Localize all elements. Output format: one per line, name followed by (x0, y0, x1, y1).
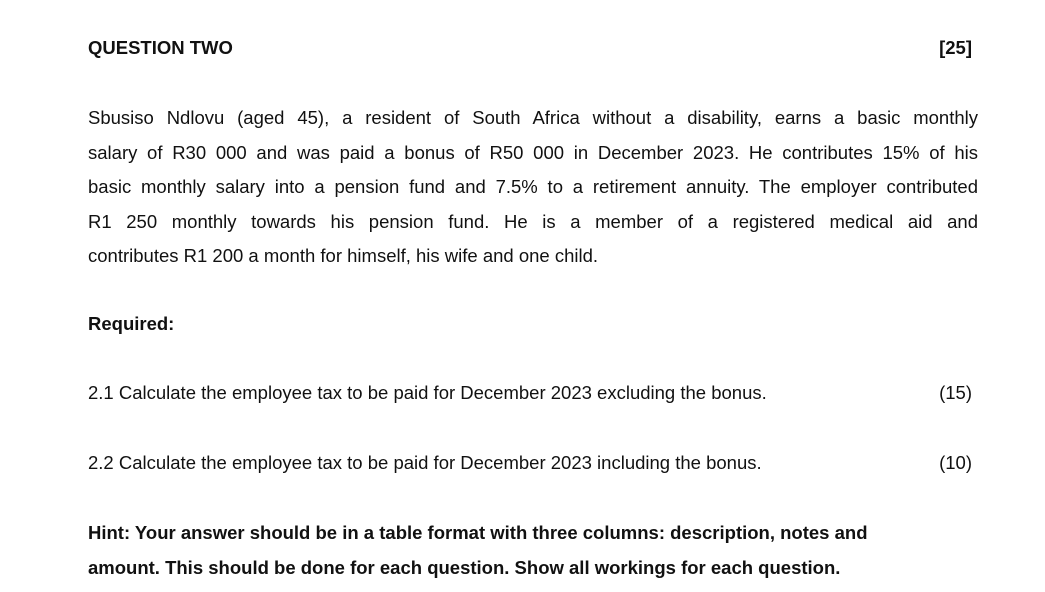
scenario-line: contributes R1 200 a month for himself, his wife and one child. (88, 245, 599, 266)
scenario-line: salary of R30 000 and was paid a bonus of R50 000 in December 2023. He contributes 15% of his (88, 141, 978, 163)
hint-line: Hint: Your answer should be in a table format with three columns: description, notes and (88, 522, 868, 543)
question-heading (88, 36, 972, 60)
total-marks: [25] (939, 37, 972, 58)
sub-question-2-1 (88, 381, 972, 405)
sub-question-marks: (10) (939, 452, 972, 473)
hint-paragraph (88, 516, 978, 585)
scenario-paragraph (88, 101, 978, 274)
scenario-line: basic monthly salary into a pension fund and 7.5% to a retirement annuity. The employer contributed (88, 176, 978, 197)
sub-question-text: 2.1 Calculate the employee tax to be paid for December 2023 excluding the bonus. (88, 382, 767, 403)
sub-question-2-2 (88, 451, 972, 475)
question-title: QUESTION TWO (88, 37, 233, 58)
required-label: Required: (88, 313, 175, 334)
sub-question-marks: (15) (939, 382, 972, 403)
document-page (88, 0, 978, 592)
sub-question-text: 2.2 Calculate the employee tax to be paid for December 2023 including the bonus. (88, 452, 762, 473)
hint-line: amount. This should be done for each question. Show all workings for each question. (88, 556, 841, 578)
scenario-line: Sbusiso Ndlovu (aged 45), a resident of South Africa without a disability, earns a basic monthly (88, 107, 978, 128)
scenario-line: R1 250 monthly towards his pension fund. He is a member of a registered medical aid and (88, 210, 978, 232)
